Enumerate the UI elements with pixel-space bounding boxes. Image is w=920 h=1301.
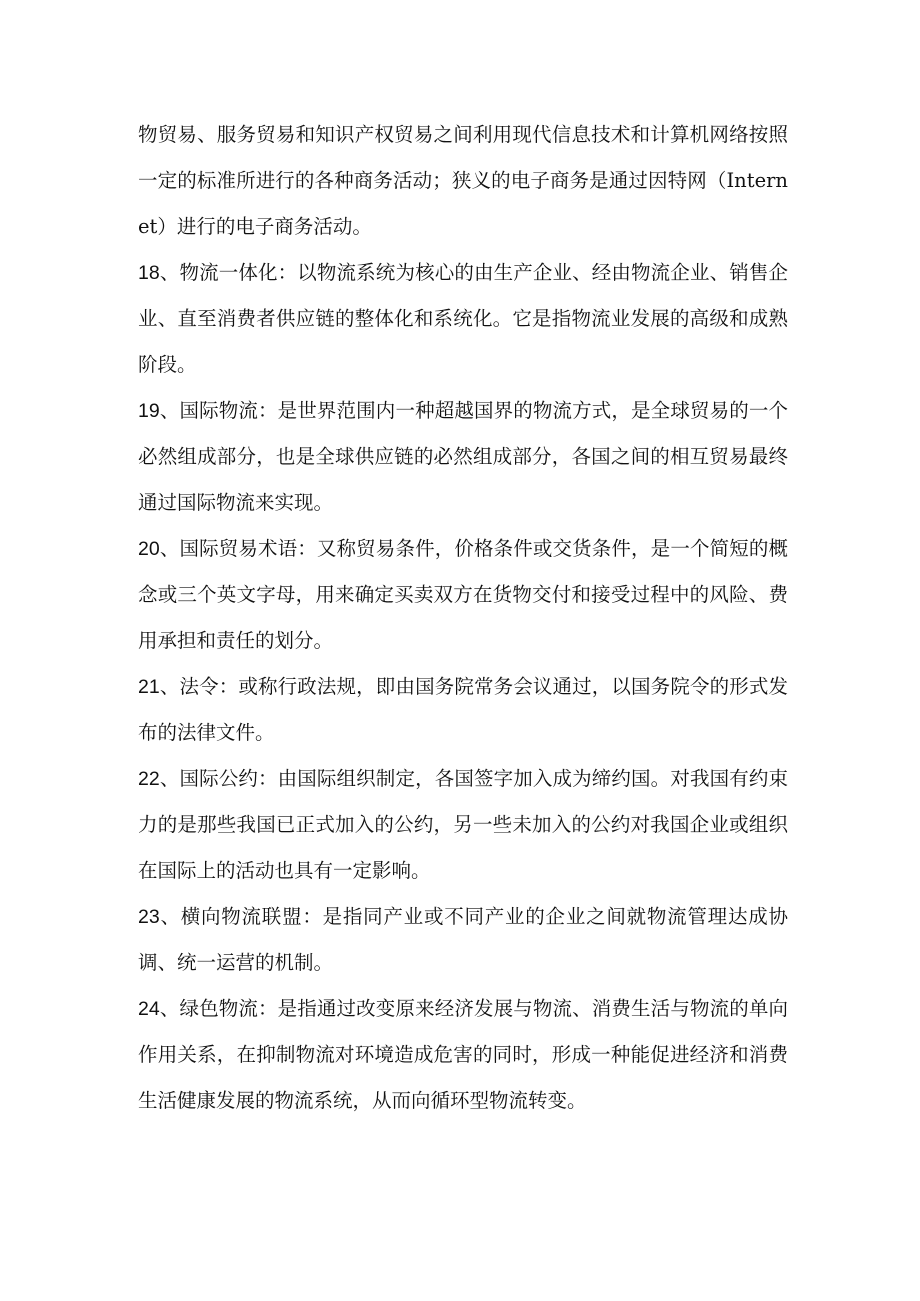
paragraph-18	[138, 250, 788, 388]
paragraph-number: 24	[138, 998, 160, 1020]
paragraph-text: 、法令：或称行政法规，即由国务院常务会议通过，以国务院令的形式发布的法律文件。	[138, 675, 788, 744]
document-body	[138, 112, 788, 1124]
paragraph-number: 23	[138, 906, 160, 928]
paragraph-number: 21	[138, 676, 160, 698]
paragraph-text: 、国际公约：由国际组织制定，各国签字加入成为缔约国。对我国有约束力的是那些我国已正式加入的公约，另一些未加入的公约对我国企业或组织在国际上的活动也具有一定影响。	[138, 767, 788, 882]
paragraph-text: 、国际物流：是世界范围内一种超越国界的物流方式，是全球贸易的一个必然组成部分，也是全球供应链的必然组成部分，各国之间的相互贸易最终通过国际物流来实现。	[138, 399, 788, 514]
paragraph-22	[138, 756, 788, 894]
paragraph-number: 18	[138, 262, 160, 284]
paragraph-20	[138, 526, 788, 664]
paragraph-19	[138, 388, 788, 526]
paragraph-21	[138, 664, 788, 756]
paragraph-text: 、绿色物流：是指通过改变原来经济发展与物流、消费生活与物流的单向作用关系，在抑制物流对环境造成危害的同时，形成一种能促进经济和消费生活健康发展的物流系统，从而向循环型物流转变。	[138, 997, 788, 1112]
paragraph-text: 、国际贸易术语：又称贸易条件，价格条件或交货条件，是一个简短的概念或三个英文字母，用来确定买卖双方在货物交付和接受过程中的风险、费用承担和责任的划分。	[138, 537, 788, 652]
paragraph-text: 、横向物流联盟：是指同产业或不同产业的企业之间就物流管理达成协调、统一运营的机制。	[138, 905, 788, 974]
paragraph-number: 22	[138, 768, 160, 790]
paragraph-text: 物贸易、服务贸易和知识产权贸易之间利用现代信息技术和计算机网络按照一定的标准所进行的各种商务活动；狭义的电子商务是通过因特网（Internet）进行的电子商务活动。	[138, 123, 788, 238]
paragraph-text: 、物流一体化：以物流系统为核心的由生产企业、经由物流企业、销售企业、直至消费者供应链的整体化和系统化。它是指物流业发展的高级和成熟阶段。	[138, 261, 788, 376]
paragraph-number: 19	[138, 400, 160, 422]
paragraph-ecommerce-continued	[138, 112, 788, 250]
paragraph-number: 20	[138, 538, 160, 560]
paragraph-23	[138, 894, 788, 986]
paragraph-24	[138, 986, 788, 1124]
